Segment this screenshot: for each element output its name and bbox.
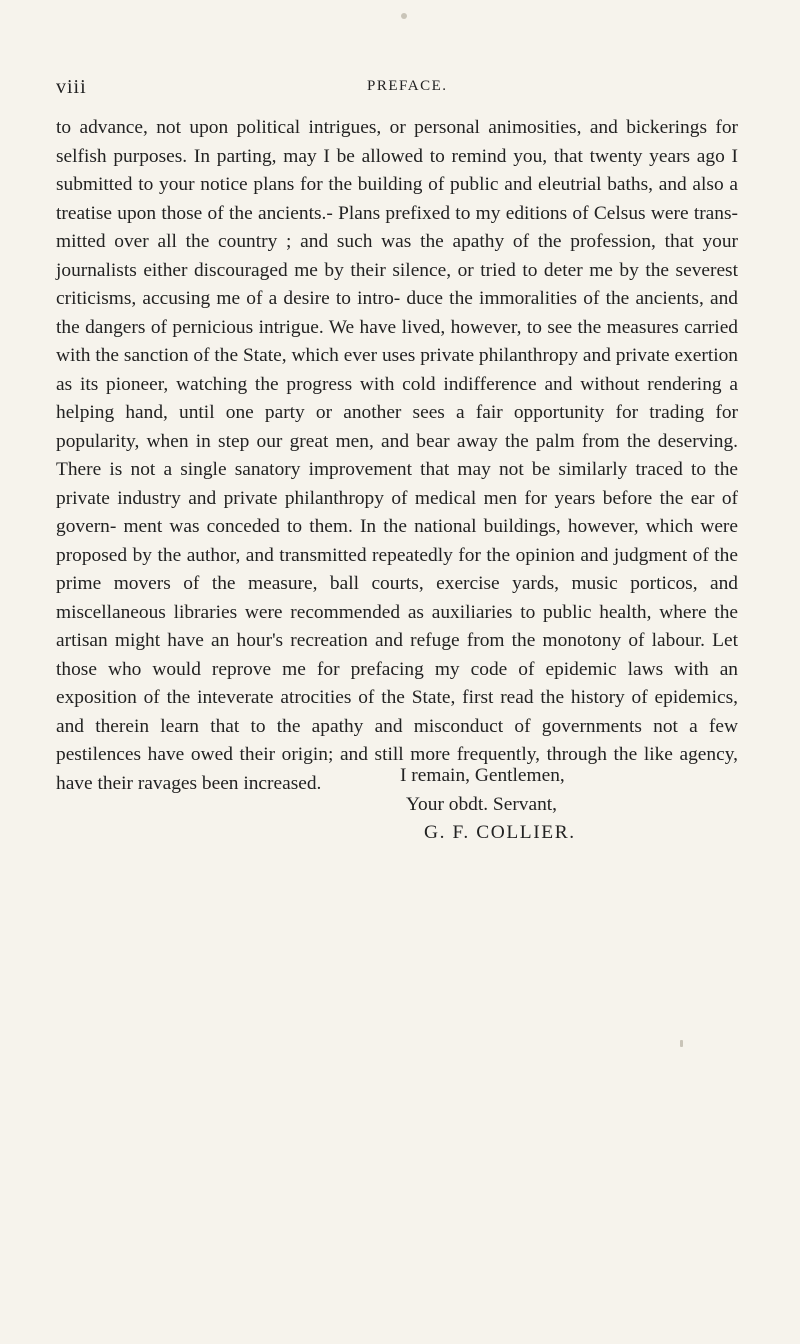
page-number: viii	[56, 76, 87, 98]
page-header	[56, 76, 740, 102]
running-head: PREFACE.	[367, 78, 448, 94]
paper-speck	[680, 1040, 683, 1047]
valediction-line: I remain, Gentlemen,	[400, 765, 565, 786]
author-signature: G. F. COLLIER.	[424, 822, 576, 843]
servant-line: Your obdt. Servant,	[406, 793, 558, 815]
closing-block	[400, 762, 576, 848]
paragraph: to advance, not upon political intrigues, or personal animosities, and bickerings for selfish purposes. In parting, may I be allowed to remind you, that twenty years ago I submitted to your notice plans for the building of public and eleutrial baths, and also a treatise upon those of the ancients.- Plans prefixed to my editions of Celsus were trans- mitted over all the country ; and such was the apathy of the profession, that your journalists either discouraged me by their silence, or tried to deter me by the severest criticisms, accusing me of a desire to intro- duce the immoralities of the ancients, and the dangers of pernicious intrigue. We have lived, however, to see the measures carried with the sanction of the State, which ever uses private philanthropy and private exertion as its pioneer, watching the progress with cold indifference and without rendering a helping hand, until one party or another sees a fair opportunity for trading for popularity, when in step our great men, and bear away the palm from the deserving. There is not a single sanatory improvement that may not be similarly traced to the private industry and private philanthropy of medical men for years before the ear of govern- ment was conceded to them. In the national buildings, however, which were proposed by the author, and transmitted repeatedly for the opinion and judgment of the prime movers of the measure, ball courts, exercise yards, music porticos, and miscellaneous libraries were recommended as auxiliaries to public health, where the artisan might have an hour's recreation and refuge from the monotony of labour. Let those who would reprove me for prefacing my code of epidemic laws with an exposition of the inteverate atrocities of the State, first read the history of epidemics, and therein learn that to the apathy and misconduct of governments not a few pestilences have owed their origin; and still more frequently, through the like agency, have their ravages been increased.	[56, 117, 738, 794]
paper-speck	[401, 13, 407, 19]
preface-text	[56, 114, 738, 798]
